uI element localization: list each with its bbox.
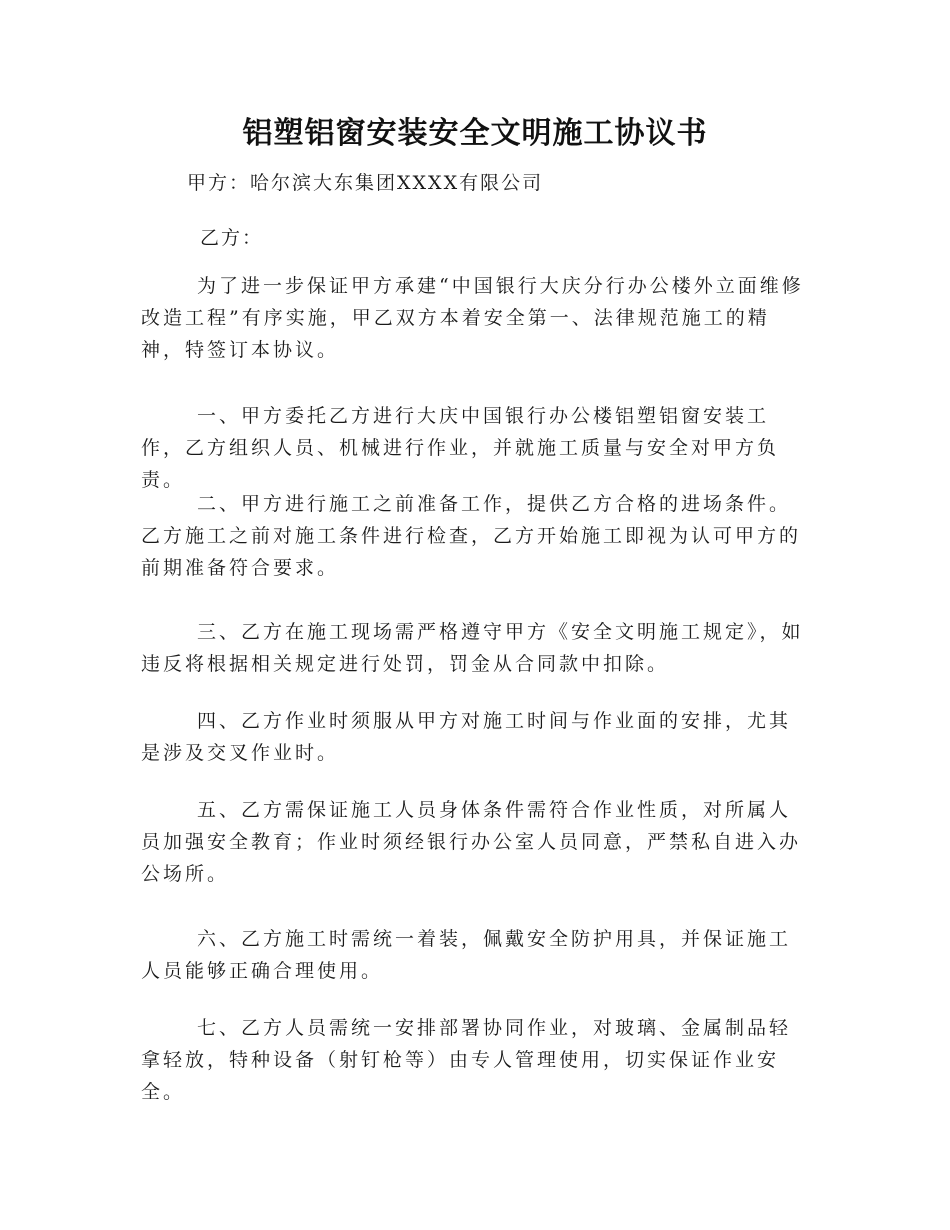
clause-1-paragraph: 一、甲方委托乙方进行大庆中国银行办公楼铝塑铝窗安装工作，乙方组织人员、机械进行作业，并就施工质量与安全对甲方负责。	[141, 405, 780, 491]
clause-7-paragraph: 七、乙方人员需统一安排部署协同作业，对玻璃、金属制品轻拿轻放，特种设备（射钉枪等）由专人管理使用，切实保证作业安全。	[141, 1017, 792, 1103]
clause-2-paragraph: 二、甲方进行施工之前准备工作，提供乙方合格的进场条件。乙方施工之前对施工条件进行检查，乙方开始施工即视为认可甲方的前期准备符合要求。	[141, 493, 802, 579]
clause-3-paragraph: 三、乙方在施工现场需严格遵守甲方《安全文明施工规定》，如违反将根据相关规定进行处罚，罚金从合同款中扣除。	[141, 621, 804, 675]
party-b-line: 乙方：	[200, 227, 264, 249]
clause-6-paragraph: 六、乙方施工时需统一着装，佩戴安全防护用具，并保证施工人员能够正确合理使用。	[141, 928, 792, 982]
preamble-paragraph: 为了进一步保证甲方承建“中国银行大庆分行办公楼外立面维修改造工程”有序实施，甲乙双方本着安全第一、法律规范施工的精神，特签订本协议。	[141, 275, 804, 361]
clause-5-paragraph: 五、乙方需保证施工人员身体条件需符合作业性质，对所属人员加强安全教育；作业时须经银行办公室人员同意，严禁私自进入办公场所。	[141, 799, 802, 885]
clause-4-paragraph: 四、乙方作业时须服从甲方对施工时间与作业面的安排，尤其是涉及交叉作业时。	[141, 710, 792, 764]
party-a-line: 甲方：哈尔滨大东集团XXXX有限公司	[187, 172, 544, 194]
document-title: 铝塑铝窗安装安全文明施工协议书	[242, 116, 708, 151]
